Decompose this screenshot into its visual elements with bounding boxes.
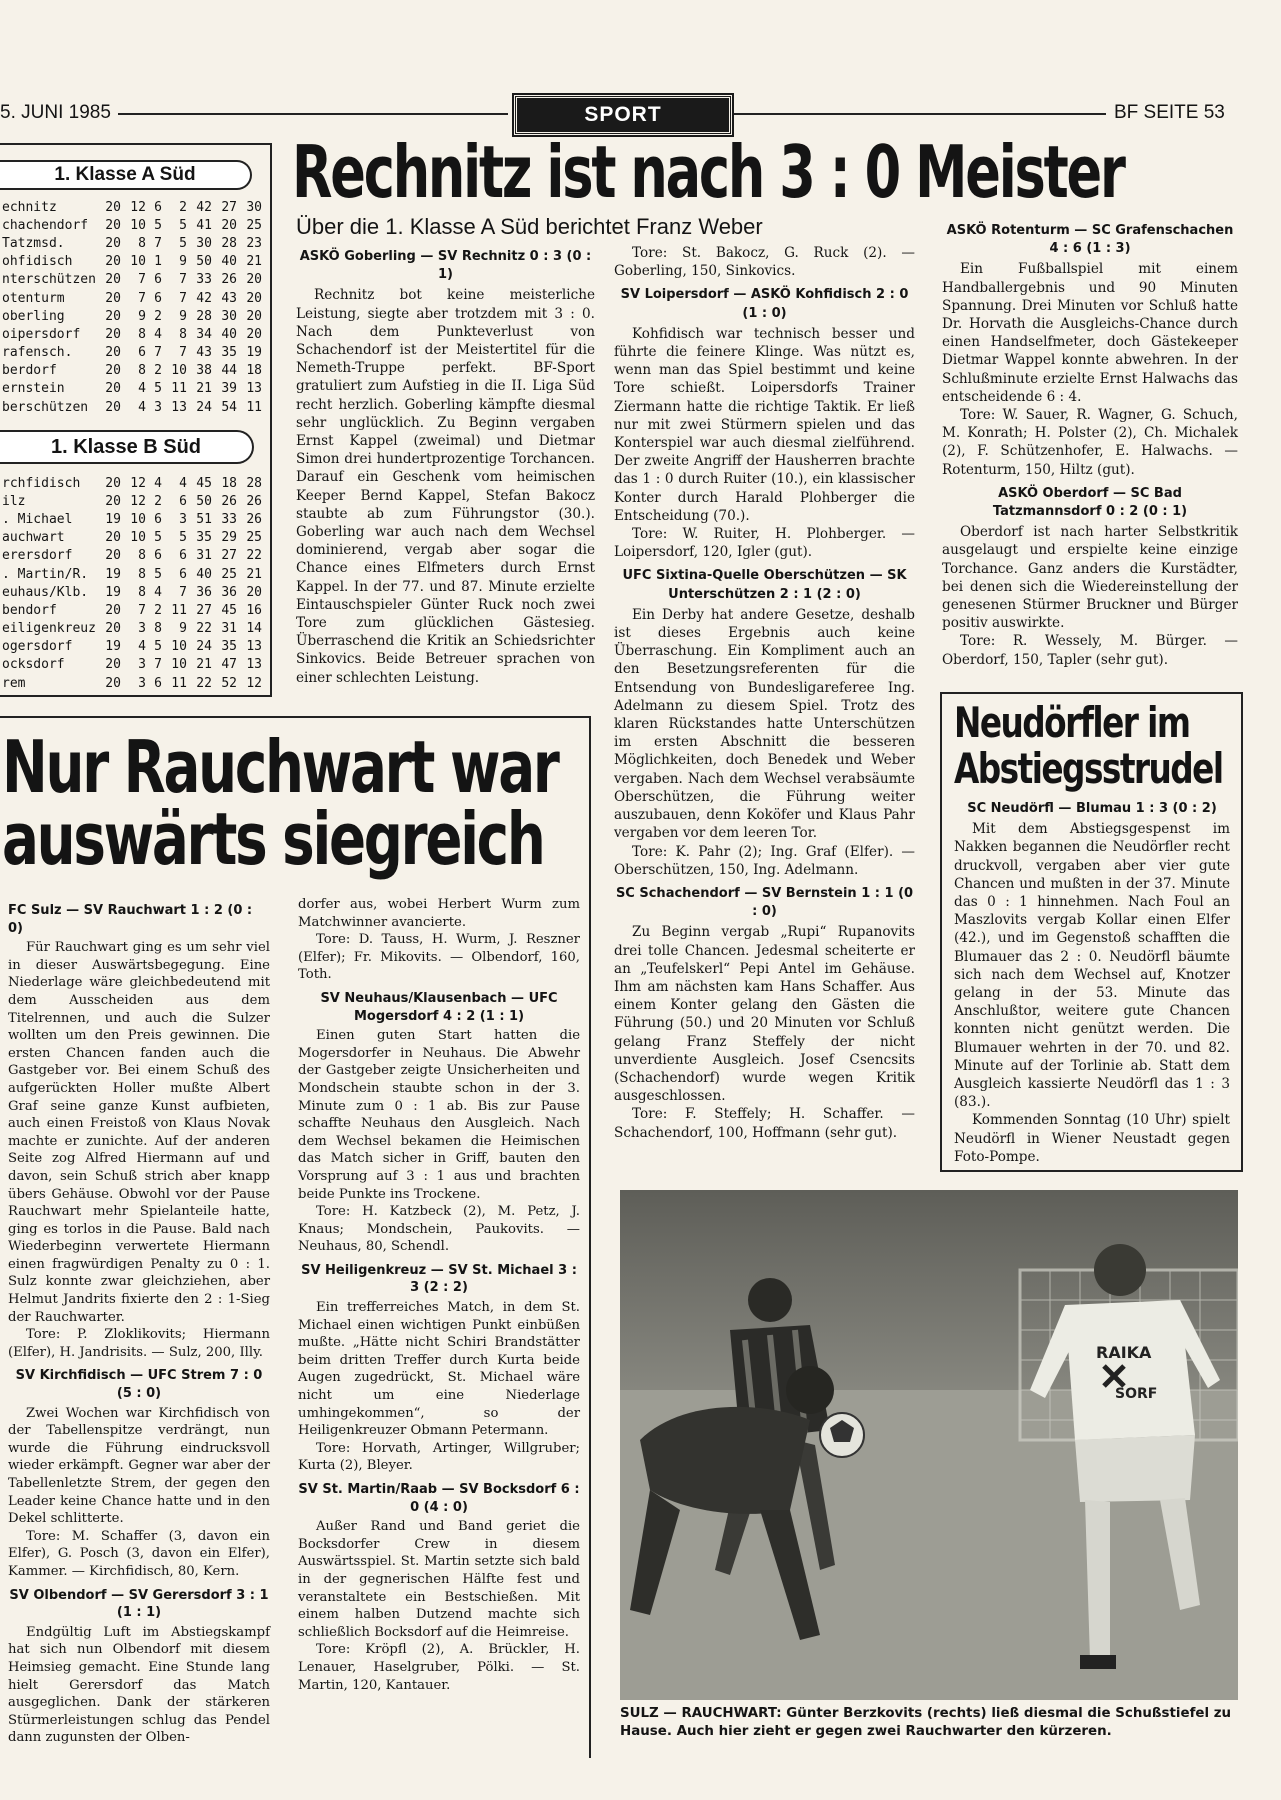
stat-cell: 25 (221, 566, 237, 582)
scorers-line: Tore: D. Tauss, H. Wurm, J. Reszner (Elfer); Fr. Mikovits. — Olbendorf, 160, Toth. (298, 932, 580, 983)
stat-cell: 40 (221, 254, 237, 270)
section-label: SPORT (514, 95, 732, 135)
stat-cell: 12 (246, 675, 262, 691)
article-paragraph: dorfer aus, wobei Herbert Wurm zum Matchwinner avancierte. (298, 897, 580, 930)
stat-cell: 19 (105, 584, 121, 600)
stat-cell: 27 (221, 548, 237, 564)
table-row (2, 234, 262, 252)
second-article-col1 (8, 896, 270, 1747)
stat-cell: 5 (179, 235, 187, 251)
stat-cell: 10 (171, 657, 187, 673)
table-row (2, 198, 262, 216)
stat-cell: 4 (138, 381, 146, 397)
stat-cell: 10 (130, 217, 146, 233)
page-number: BF SEITE 53 (1114, 102, 1225, 123)
table-row (2, 398, 262, 416)
table-a-title: 1. Klasse A Süd (0, 160, 252, 190)
stat-cell: 8 (138, 584, 146, 600)
table-row (2, 547, 262, 565)
stat-cell: 30 (196, 235, 212, 251)
stat-cell: 36 (221, 584, 237, 600)
stat-cell: 4 (154, 584, 162, 600)
game-heading: ASKÖ Oberdorf — SC Bad Tatzmannsdorf 0 : 2 (0 : 1) (992, 485, 1188, 520)
stat-cell: 12 (130, 199, 146, 215)
game-heading: SV Kirchfidisch — UFC Strem 7 : 0 (5 : 0) (15, 1368, 263, 1402)
article-paragraph: Zu Beginn vergab „Rupi“ Rupanovits drei tolle Chancen. Jedesmal scheiterte er an „Teufelskerl“ Pepi Antel im Gehäuse. Ihm am nächsten kam Hans Schaffer. Aus einem Konter gelang den Gästen die Führung (50.) und 20 Minuten vor Schluß gelang Franz Steffely der nicht unverdiente Ausgleich. Josef Csencsits (Schachendorf) wurde wegen Kritik ausgeschlossen. (614, 924, 915, 1105)
stat-cell: 9 (179, 254, 187, 270)
stat-cell: 7 (179, 272, 187, 288)
stat-cell: 19 (105, 639, 121, 655)
game-heading: SV St. Martin/Raab — SV Bocksdorf 6 : 0 (4 : 0) (298, 1482, 580, 1515)
team-name: nterschützen (2, 272, 96, 288)
stat-cell: 2 (154, 308, 162, 324)
stat-cell: 28 (196, 308, 212, 324)
photo-caption: SULZ — RAUCHWART: Günter Berzkovits (rechts) ließ diesmal die Schußstiefel zu Hause. Auch hier zieht er gegen zwei Rauchwarter den kürzeren. (620, 1706, 1232, 1739)
stat-cell: 44 (221, 363, 237, 379)
photo-scene (620, 1190, 1238, 1700)
game-heading: ASKÖ Goberling — SV Rechnitz 0 : 3 (0 : 1) (299, 249, 592, 283)
stat-cell: 20 (246, 584, 262, 600)
main-headline: Rechnitz ist nach 3 : 0 Meister (292, 130, 1124, 214)
table-row (2, 529, 262, 547)
stat-cell: 6 (154, 272, 162, 288)
box-article-body (954, 794, 1230, 1166)
stat-cell: 6 (154, 511, 162, 527)
stat-cell: 5 (154, 566, 162, 582)
article-paragraph: Außer Rand und Band geriet die Bocksdorfer Crew in diesem Auswärtsspiel. St. Martin setzte sich bald in der gegnerischen Hälfte fest und veranstaltete ein Bestschießen. Mit einem halben Dutzend machte sich schließlich Bocksdorf auf die Heimreise. (298, 1519, 580, 1640)
stat-cell: 11 (246, 399, 262, 415)
stat-cell: 3 (154, 399, 162, 415)
stat-cell: 20 (105, 493, 121, 509)
stat-cell: 40 (196, 566, 212, 582)
stat-cell: 7 (138, 272, 146, 288)
team-name: ohfidisch (2, 254, 73, 270)
stat-cell: 20 (246, 272, 262, 288)
game-heading: SC Neudörfl — Blumau 1 : 3 (0 : 2) (967, 801, 1217, 816)
stat-cell: 47 (221, 657, 237, 673)
stat-cell: 10 (171, 639, 187, 655)
stat-cell: 7 (179, 584, 187, 600)
team-name: erersdorf (2, 548, 73, 564)
stat-cell: 2 (154, 363, 162, 379)
stat-cell: 54 (221, 399, 237, 415)
shirt-sponsor: RAIKA (1096, 1343, 1152, 1362)
stat-cell: 20 (105, 290, 121, 306)
issue-date: 5. JUNI 1985 (0, 102, 111, 123)
stat-cell: 20 (105, 399, 121, 415)
second-headline-line2: auswärts siegreich (2, 797, 544, 881)
game-heading: ASKÖ Rotenturm — SC Grafenschachen 4 : 6 (1 : 3) (946, 223, 1234, 257)
stat-cell: 20 (246, 308, 262, 324)
game-heading: SV Olbendorf — SV Gerersdorf 3 : 1 (1 : 1) (9, 1587, 269, 1621)
stat-cell: 50 (196, 493, 212, 509)
stat-cell: 13 (246, 657, 262, 673)
stat-cell: 43 (196, 345, 212, 361)
stat-cell: 19 (105, 511, 121, 527)
article-paragraph: Ein Derby hat andere Gesetze, deshalb ist dieses Ergebnis auch keine Überraschung. Ein Kompliment auch an den Besetzungsreferenten für die Entsendung von Bundesligareferee Ing. Adelmann zu diesem Spiel. Trotz des klaren Rückstandes hatte Unterschützen im ersten Abschnitt die besseren Möglichkeiten, doch Benedek und Weber vergaben. Nach dem Wechsel verabsäumte Oberschützen, die Führung weiter auszubauen, denn Koköfer und Klaus Pahr vergaben vor dem leeren Tor. (614, 606, 915, 842)
stat-cell: 4 (179, 475, 187, 491)
stat-cell: 20 (105, 308, 121, 324)
game-heading: SV Heiligenkreuz — SV St. Michael 3 : 3 (2 : 2) (301, 1262, 577, 1296)
stat-cell: 22 (196, 675, 212, 691)
stat-cell: 20 (105, 363, 121, 379)
stat-cell: 6 (154, 675, 162, 691)
stat-cell: 20 (105, 326, 121, 342)
table-row (2, 510, 262, 528)
table-row (2, 492, 262, 510)
stat-cell: 51 (196, 511, 212, 527)
stat-cell: 21 (246, 566, 262, 582)
stat-cell: 8 (138, 548, 146, 564)
team-name: oipersdorf (2, 326, 81, 342)
stat-cell: 13 (171, 399, 187, 415)
stat-cell: 5 (154, 530, 162, 546)
stat-cell: 45 (221, 602, 237, 618)
box-headline-line1: Neudörfler im (954, 698, 1190, 747)
table-row (2, 362, 262, 380)
stat-cell: 1 (154, 254, 162, 270)
box-headline-line2: Abstiegsstrudel (954, 744, 1223, 793)
stat-cell: 27 (196, 602, 212, 618)
second-headline-line1: Nur Rauchwart war (2, 725, 558, 809)
stat-cell: 36 (196, 584, 212, 600)
stat-cell: 50 (196, 254, 212, 270)
stat-cell: 30 (221, 308, 237, 324)
article-paragraph: Einen guten Start hatten die Mogersdorfer in Neuhaus. Die Abwehr der Gastgeber zeigte Unsicherheiten und Mondschein staubte schon in der 3. Minute zum 0 : 1 ab. Bis zur Pause schaffte Neuhaus den Ausgleich. Nach dem Wechsel bekamen die Heimischen das Match sicher in Griff, bauten den Vorsprung auf 3 : 1 aus und brachten beide Punkte ins Trockene. (298, 1028, 580, 1202)
team-name: chachendorf (2, 217, 89, 233)
stat-cell: 41 (196, 217, 212, 233)
stat-cell: 7 (179, 345, 187, 361)
stat-cell: 20 (105, 217, 121, 233)
stat-cell: 35 (221, 345, 237, 361)
stat-cell: 11 (171, 675, 187, 691)
stat-cell: 8 (138, 566, 146, 582)
stat-cell: 9 (179, 621, 187, 637)
stat-cell: 20 (105, 235, 121, 251)
stat-cell: 2 (179, 199, 187, 215)
stat-cell: 42 (196, 199, 212, 215)
table-row (2, 307, 262, 325)
stat-cell: 6 (179, 566, 187, 582)
scorers-line: Tore: M. Schaffer (3, davon ein Elfer), G. Posch (3, davon ein Elfer), Kammer. — Kirchfidisch, 80, Kern. (8, 1528, 270, 1579)
stat-cell: 6 (138, 345, 146, 361)
stat-cell: 22 (246, 548, 262, 564)
stat-cell: 4 (138, 399, 146, 415)
stat-cell: 27 (221, 199, 237, 215)
team-name: eiligenkreuz (2, 621, 96, 637)
team-name: rafensch. (2, 345, 73, 361)
stat-cell: 24 (196, 399, 212, 415)
stat-cell: 5 (154, 639, 162, 655)
stat-cell: 20 (105, 657, 121, 673)
stat-cell: 26 (246, 511, 262, 527)
stat-cell: 24 (196, 639, 212, 655)
stat-cell: 6 (179, 493, 187, 509)
stat-cell: 13 (246, 639, 262, 655)
stat-cell: 19 (105, 566, 121, 582)
stat-cell: 31 (221, 621, 237, 637)
stat-cell: 22 (196, 621, 212, 637)
stat-cell: 21 (196, 381, 212, 397)
stat-cell: 25 (246, 530, 262, 546)
header-rule-right (734, 113, 1106, 115)
team-name: Tatzmsd. (2, 235, 65, 251)
game-heading: SV Loipersdorf — ASKÖ Kohfidisch 2 : 0 (1 : 0) (620, 287, 909, 321)
stat-cell: 20 (105, 475, 121, 491)
table-row (2, 474, 262, 492)
stat-cell: 3 (138, 621, 146, 637)
stat-cell: 20 (105, 675, 121, 691)
team-name: . Martin/R. (2, 566, 89, 582)
team-name: ocksdorf (2, 657, 65, 673)
stat-cell: 12 (130, 475, 146, 491)
standings-table-b (2, 474, 262, 692)
team-name: otenturm (2, 290, 65, 306)
article-paragraph: Zwei Wochen war Kirchfidisch von der Tabellenspitze verdrängt, nun wurde die Führung eindrucksvoll wieder erkämpft. Gegner war aber der Tabellenletzte Strem, der gegen den Leader keine Chance hatte und in den Dekel schlitterte. (8, 1405, 270, 1527)
stat-cell: 10 (171, 363, 187, 379)
team-name: echnitz (2, 199, 57, 215)
scorers-line: Tore: W. Sauer, R. Wagner, G. Schuch, M. Konrath; H. Polster (2), Ch. Michalek (2), F. Schützenhofer, E. Halwachs. — Rotenturm, 150, Hiltz (gut). (942, 407, 1238, 478)
scorers-line: Tore: Kröpfl (2), A. Brückler, H. Lenauer, Haselgruber, Pölki. — St. Martin, 120, Kantauer. (298, 1642, 580, 1693)
table-row (2, 674, 262, 692)
table-row (2, 380, 262, 398)
game-heading: FC Sulz — SV Rauchwart 1 : 2 (0 : 0) (8, 903, 253, 936)
table-row (2, 620, 262, 638)
team-name: ogersdorf (2, 639, 73, 655)
table-b-title: 1. Klasse B Süd (0, 430, 254, 464)
team-name: auchwart (2, 530, 65, 546)
game-heading: SC Schachendorf — SV Bernstein 1 : 1 (0 : 0) (615, 885, 914, 920)
stat-cell: 8 (154, 621, 162, 637)
stat-cell: 16 (246, 602, 262, 618)
stat-cell: 40 (221, 326, 237, 342)
stat-cell: 20 (105, 530, 121, 546)
stat-cell: 8 (179, 326, 187, 342)
table-row (2, 583, 262, 601)
stat-cell: 8 (138, 326, 146, 342)
stat-cell: 26 (221, 272, 237, 288)
stat-cell: 7 (154, 235, 162, 251)
stat-cell: 2 (154, 602, 162, 618)
stat-cell: 5 (154, 381, 162, 397)
stat-cell: 52 (221, 675, 237, 691)
stat-cell: 28 (246, 475, 262, 491)
scorers-line: Tore: St. Bakocz, G. Ruck (2). — Goberling, 150, Sinkovics. (614, 245, 915, 280)
stat-cell: 25 (246, 217, 262, 233)
scorers-line: Tore: K. Pahr (2); Ing. Graf (Elfer). — Oberschützen, 150, Ing. Adelmann. (614, 843, 915, 878)
team-name: berdorf (2, 363, 57, 379)
shirt-town: SORF (1115, 1386, 1158, 1402)
stat-cell: 10 (130, 254, 146, 270)
article-paragraph: Ein Fußballspiel mit einem Handballergebnis und 90 Minuten Spannung. Drei Minuten vor Schluß hatte Dr. Horvath die Ausgleichs-Chance durch einen Handselfmeter, doch Gästekeeper Dietmar Wappel konnte abwehren. In der Schlußminute erzielte Ernst Halwachs das entscheidende 6 : 4. (942, 261, 1238, 405)
stat-cell: 7 (138, 290, 146, 306)
stat-cell: 5 (154, 217, 162, 233)
scorers-line: Tore: H. Katzbeck (2), M. Petz, J. Knaus; Mondschein, Paukovits. — Neuhaus, 80, Schendl. (298, 1204, 580, 1255)
table-row (2, 638, 262, 656)
stat-cell: 6 (179, 548, 187, 564)
stat-cell: 5 (179, 530, 187, 546)
table-row (2, 289, 262, 307)
stat-cell: 12 (130, 493, 146, 509)
article-paragraph: Mit dem Abstiegsgespenst im Nakken begannen die Neudörfler recht druckvoll, vergaben aber vier gute Chancen und mußten in der 37. Minute das 0 : 1 hinnehmen. Nach Foul an Maszlovits vergab Kollar einen Elfer (42.), und im Gegenstoß schafften die Blumauer das 2 : 0. Neudörfl bäumte sich nach dem Wechsel auf, Knotzer gelang in der 53. Minute das Anschlußtor, weitere gute Chancen konnten nicht genützt werden. Die Blumauer wehrten in der 70. und 82. Minute auf der Torlinie ab. Statt dem Ausgleich kassierte Neudörfl das 1 : 3 (83.). (954, 821, 1230, 1111)
stat-cell: 4 (154, 475, 162, 491)
scorers-line: Tore: R. Wessely, M. Bürger. — Oberdorf, 150, Tapler (sehr gut). (942, 633, 1238, 668)
team-name: bendorf (2, 602, 57, 618)
stat-cell: 21 (246, 254, 262, 270)
stat-cell: 26 (221, 493, 237, 509)
match-photo (620, 1190, 1238, 1700)
stat-cell: 18 (221, 475, 237, 491)
second-article-col2 (298, 896, 580, 1694)
stat-cell: 6 (154, 290, 162, 306)
stat-cell: 10 (130, 511, 146, 527)
team-name: rchfidisch (2, 475, 81, 491)
team-name: ilz (2, 493, 26, 509)
main-article-col3 (942, 216, 1238, 669)
stat-cell: 7 (154, 345, 162, 361)
stat-cell: 38 (196, 363, 212, 379)
stat-cell: 6 (154, 548, 162, 564)
stat-cell: 42 (196, 290, 212, 306)
stat-cell: 4 (138, 639, 146, 655)
article-paragraph: Kommenden Sonntag (10 Uhr) spielt Neudörfl in Wiener Neustadt gegen Foto-Pompe. (954, 1112, 1230, 1165)
stat-cell: 2 (154, 493, 162, 509)
team-name: berschützen (2, 399, 89, 415)
table-row (2, 253, 262, 271)
stat-cell: 23 (246, 235, 262, 251)
stat-cell: 20 (105, 381, 121, 397)
stat-cell: 7 (179, 290, 187, 306)
stat-cell: 3 (179, 511, 187, 527)
stat-cell: 7 (154, 657, 162, 673)
scorers-line: Tore: Horvath, Artinger, Willgruber; Kurta (2), Bleyer. (298, 1440, 580, 1474)
stat-cell: 35 (196, 530, 212, 546)
team-name: euhaus/Klb. (2, 584, 89, 600)
stat-cell: 9 (138, 308, 146, 324)
stat-cell: 28 (221, 235, 237, 251)
stat-cell: 10 (130, 530, 146, 546)
main-subline: Über die 1. Klasse A Süd berichtet Franz Weber (296, 214, 763, 239)
stat-cell: 20 (221, 217, 237, 233)
stat-cell: 11 (171, 381, 187, 397)
stat-cell: 39 (221, 381, 237, 397)
stat-cell: 34 (196, 326, 212, 342)
stat-cell: 9 (179, 308, 187, 324)
stat-cell: 20 (246, 326, 262, 342)
stat-cell: 13 (246, 381, 262, 397)
stat-cell: 7 (138, 602, 146, 618)
stat-cell: 20 (246, 290, 262, 306)
stat-cell: 20 (105, 254, 121, 270)
stat-cell: 30 (246, 199, 262, 215)
scorers-line: Tore: P. Zloklikovits; Hiermann (Elfer), H. Jandrisits. — Sulz, 200, Illy. (8, 1327, 270, 1360)
game-heading: UFC Sixtina-Quelle Oberschützen — SK Unterschützen 2 : 1 (2 : 0) (622, 568, 907, 602)
stat-cell: 45 (196, 475, 212, 491)
stat-cell: 20 (105, 272, 121, 288)
game-heading: SV Neuhaus/Klausenbach — UFC Mogersdorf 4 : 2 (1 : 1) (320, 990, 558, 1024)
stat-cell: 31 (196, 548, 212, 564)
table-row (2, 565, 262, 583)
table-row (2, 216, 262, 234)
article-paragraph: Oberdorf ist nach harter Selbstkritik ausgelaugt und erspielte keine einzige Torchance. Ganz anders die Kurstädter, bei denen sich die Wiedereinstellung der genesenen Stürmer Bruckner und Bürger positiv auswirkte. (942, 524, 1238, 632)
stat-cell: 8 (138, 235, 146, 251)
team-name: ernstein (2, 381, 65, 397)
table-row (2, 325, 262, 343)
stat-cell: 11 (171, 602, 187, 618)
scorers-line: Tore: F. Steffely; H. Schaffer. — Schachendorf, 100, Hoffmann (sehr gut). (614, 1106, 915, 1141)
article-paragraph: Ein trefferreiches Match, in dem St. Michael einen wichtigen Punkt einbüßen mußte. „Hätte nicht Schiri Brandstätter beim dritten Treffer durch Kurta beide Augen zugedrückt, St. Michael wäre nicht um eine Niederlage umhingekommen“, so der Heiligenkreuzer Obmann Petermann. (298, 1300, 580, 1439)
team-name: . Michael (2, 511, 73, 527)
header-rule-left (118, 113, 508, 115)
stat-cell: 20 (105, 199, 121, 215)
stat-cell: 20 (105, 602, 121, 618)
table-row (2, 271, 262, 289)
table-row (2, 601, 262, 619)
article-paragraph: Kohfidisch war technisch besser und führte die feinere Klinge. Was nützt es, wenn man das Spiel bestimmt und keine Tore schießt. Loipersdorfs Trainer Ziermann hatte die richtige Taktik. Er ließ nur mit zwei Stürmern spielen und das Konterspiel war auch diesmal zielführend. Der zweite Angriff der Hausherren brachte das 1 : 0 durch Ruiter (10.), ein klassischer Konter durch Harald Plohberger die Entscheidung (70.). (614, 325, 915, 524)
article-paragraph: Für Rauchwart ging es um sehr viel in dieser Auswärtsbegegung. Eine Niederlage wäre gleichbedeutend mit dem Ausscheiden aus dem Titelrennen, und auch die Sulzer wollten um den Preis gewinnen. Die ersten Chancen fanden auch die Gastgeber vor. Bei einem Schuß des aufgerückten Holler mußte Albert Graf seine ganze Kunst aufbieten, auch einen Freistoß von Klaus Novak machte er zunichte. Auf der anderen Seite zog Alfred Hiermann auf und davon, sein Schuß strich aber knapp übers Gehäuse. Obwohl vor der Pause Rauchwart mehr Spielanteile hatte, ging es torlos in die Pause. Bald nach Wiederbeginn verwertete Hiermann einen fragwürdigen Penalty zu 0 : 1. Sulz konnte zwar gleichziehen, aber Helmut Jandrits fixierte den 2 : 1-Sieg der Rauchwarter. (8, 940, 270, 1325)
stat-cell: 4 (154, 326, 162, 342)
stat-cell: 33 (196, 272, 212, 288)
table-row (2, 344, 262, 362)
stat-cell: 20 (105, 345, 121, 361)
stat-cell: 6 (154, 199, 162, 215)
stat-cell: 20 (105, 548, 121, 564)
main-article-col2 (614, 244, 915, 1142)
team-name: rem (2, 675, 26, 691)
stat-cell: 5 (179, 217, 187, 233)
stat-cell: 33 (221, 511, 237, 527)
team-name: oberling (2, 308, 65, 324)
standings-table-a (2, 198, 262, 416)
stat-cell: 3 (138, 675, 146, 691)
stat-cell: 43 (221, 290, 237, 306)
main-article-col1 (296, 242, 595, 687)
stat-cell: 29 (221, 530, 237, 546)
stat-cell: 3 (138, 657, 146, 673)
stat-cell: 20 (105, 621, 121, 637)
stat-cell: 8 (138, 363, 146, 379)
stat-cell: 21 (196, 657, 212, 673)
stat-cell: 19 (246, 345, 262, 361)
stat-cell: 14 (246, 621, 262, 637)
scorers-line: Tore: W. Ruiter, H. Plohberger. — Loipersdorf, 120, Igler (gut). (614, 526, 915, 561)
article-paragraph: Endgültig Luft im Abstiegskampf hat sich nun Olbendorf mit diesem Heimsieg gemacht. Eine Stunde lang hielt Gerersdorf das Match ausgeglichen. Dank der stärkeren Stürmerleistungen schlug das Pendel dann zugunsten der Olben- (8, 1624, 270, 1746)
stat-cell: 18 (246, 363, 262, 379)
stat-cell: 26 (246, 493, 262, 509)
table-row (2, 656, 262, 674)
article-paragraph: Rechnitz bot keine meisterliche Leistung, siegte aber trotzdem mit 3 : 0. Nach dem Punkteverlust von Schachendorf ist der Meistertitel für die Nemeth-Truppe perfekt. BF-Sport gratuliert zum Aufstieg in die II. Liga Süd recht herzlich. Goberling kämpfte diesmal sehr unglücklich. Zu Beginn vergaben Ernst Kappel (zweimal) und Dietmar Simon drei hundertprozentige Torchancen. Darauf ein Geschenk vom heimischen Keeper Bernd Kappel, Stefan Bakocz staubte ab zum Führungstor (30.). Goberling war auch nach dem Wechsel dominierend, vergab aber sogar die Chance eines Elfmeters durch Ernst Kappel. In der 77. und 87. Minute erzielte Eintauschspieler Günter Ruck noch zwei Tore zum glücklichen Gästesieg. Überraschend die Kritik an Schiedsrichter Sinkovics. Beide Betreuer sprachen von einer schlechten Leistung. (296, 287, 595, 686)
stat-cell: 35 (221, 639, 237, 655)
